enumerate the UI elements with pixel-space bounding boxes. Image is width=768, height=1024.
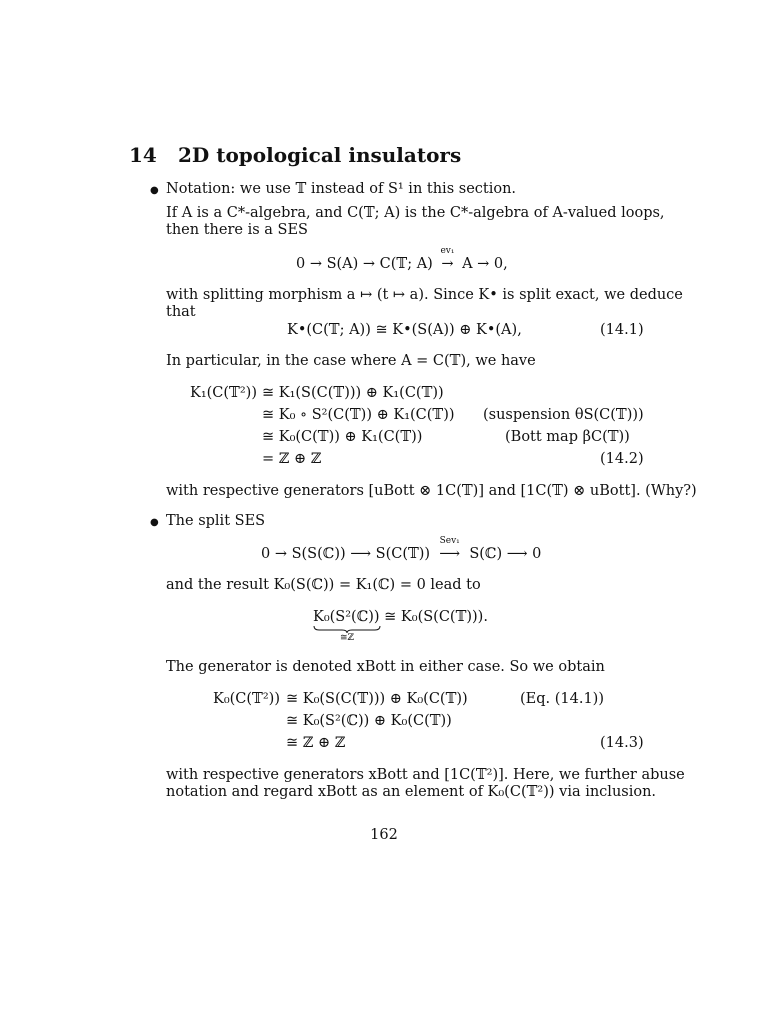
- ses-1-right: A → 0,: [462, 256, 508, 272]
- generators-line-1: with respective generators [uBott ⊗ 1C(𝕋)] and [1C(𝕋) ⊗ uBott]. (Why?): [166, 483, 697, 499]
- underbrace-label: ≅ℤ: [339, 633, 355, 643]
- bullet-2-marker: ●: [150, 517, 159, 528]
- particular-line: In particular, in the case where A = C(𝕋), we have: [166, 353, 536, 369]
- ses-2-arrow-label: Sev₁: [439, 536, 460, 546]
- section-heading: [129, 142, 461, 168]
- ses-2-left: 0 → S(S(ℂ)) ⟶ S(C(𝕋)): [261, 546, 431, 562]
- ses-2-right: S(ℂ) ⟶ 0: [469, 546, 542, 562]
- equation-number-14-2: (14.2): [600, 451, 644, 467]
- ses-1-arrow: ev₁ →: [437, 255, 457, 273]
- equation-14-2-note-3: (Bott map βC(𝕋)): [505, 429, 630, 445]
- ses-1: [296, 246, 508, 273]
- ses-2-arrow: Sev₁ ⟶: [435, 545, 465, 563]
- equation-number-14-1: (14.1): [600, 322, 644, 338]
- bullet-1-line-3: then there is a SES: [166, 222, 308, 238]
- underbrace-term-text: K₀(S²(ℂ)): [313, 609, 380, 625]
- equation-14-2-row-1: ≅ K₁(S(C(𝕋))) ⊕ K₁(C(𝕋)): [262, 385, 444, 401]
- final-line-1: with respective generators xBott and [1C(𝕋²)]. Here, we further abuse: [166, 767, 685, 783]
- generator-line: The generator is denoted xBott in either case. So we obtain: [166, 659, 605, 675]
- final-line-2: notation and regard xBott as an element of K₀(C(𝕋²)) via inclusion.: [166, 784, 657, 800]
- equation-14-2-row-2: ≅ K₀ ∘ S²(C(𝕋)) ⊕ K₁(C(𝕋)): [262, 407, 455, 423]
- splitting-line-2: that: [166, 304, 196, 320]
- result-line: and the result K₀(S(ℂ)) = K₁(ℂ) = 0 lead to: [166, 577, 481, 593]
- equation-14-2-lhs: K₁(C(𝕋²)): [190, 385, 257, 401]
- ses-2: [261, 536, 542, 563]
- page-number: 162: [370, 827, 398, 843]
- section-title: 2D topological insulators: [178, 143, 462, 167]
- equation-number-14-3: (14.3): [600, 735, 644, 751]
- underbrace-rest: ≅ K₀(S(C(𝕋))).: [384, 609, 488, 625]
- equation-14-3-row-2: ≅ K₀(S²(ℂ)) ⊕ K₀(C(𝕋)): [286, 713, 452, 729]
- equation-14-3-row-3: ≅ ℤ ⊕ ℤ: [286, 735, 346, 751]
- bullet-1-marker: ●: [150, 185, 159, 196]
- equation-14-2-row-3: ≅ K₀(C(𝕋)) ⊕ K₁(C(𝕋)): [262, 429, 423, 445]
- underbrace-equation: [313, 608, 488, 643]
- bullet-1-line-2: If A is a C*-algebra, and C(𝕋; A) is the C*-algebra of A-valued loops,: [166, 205, 665, 221]
- equation-14-1: K•(C(𝕋; A)) ≅ K•(S(A)) ⊕ K•(A),: [287, 322, 522, 338]
- equation-14-3-note-1: (Eq. (14.1)): [520, 691, 604, 707]
- equation-14-3-row-1: ≅ K₀(S(C(𝕋))) ⊕ K₀(C(𝕋)): [286, 691, 468, 707]
- equation-14-3-lhs: K₀(C(𝕋²)): [213, 691, 280, 707]
- ses-1-left: 0 → S(A) → C(𝕋; A): [296, 256, 433, 272]
- bullet-2-line-1: The split SES: [166, 513, 266, 529]
- section-number: 14: [129, 143, 157, 167]
- equation-14-2-note-2: (suspension θS(C(𝕋))): [483, 407, 644, 423]
- bullet-1-line-1: Notation: we use 𝕋 instead of S¹ in this section.: [166, 181, 517, 197]
- ses-1-arrow-label: ev₁: [440, 246, 455, 256]
- splitting-line-1: with splitting morphism a ↦ (t ↦ a). Since K• is split exact, we deduce: [166, 287, 683, 303]
- equation-14-2-row-4: = ℤ ⊕ ℤ: [262, 451, 322, 467]
- underbrace-term: [313, 608, 380, 643]
